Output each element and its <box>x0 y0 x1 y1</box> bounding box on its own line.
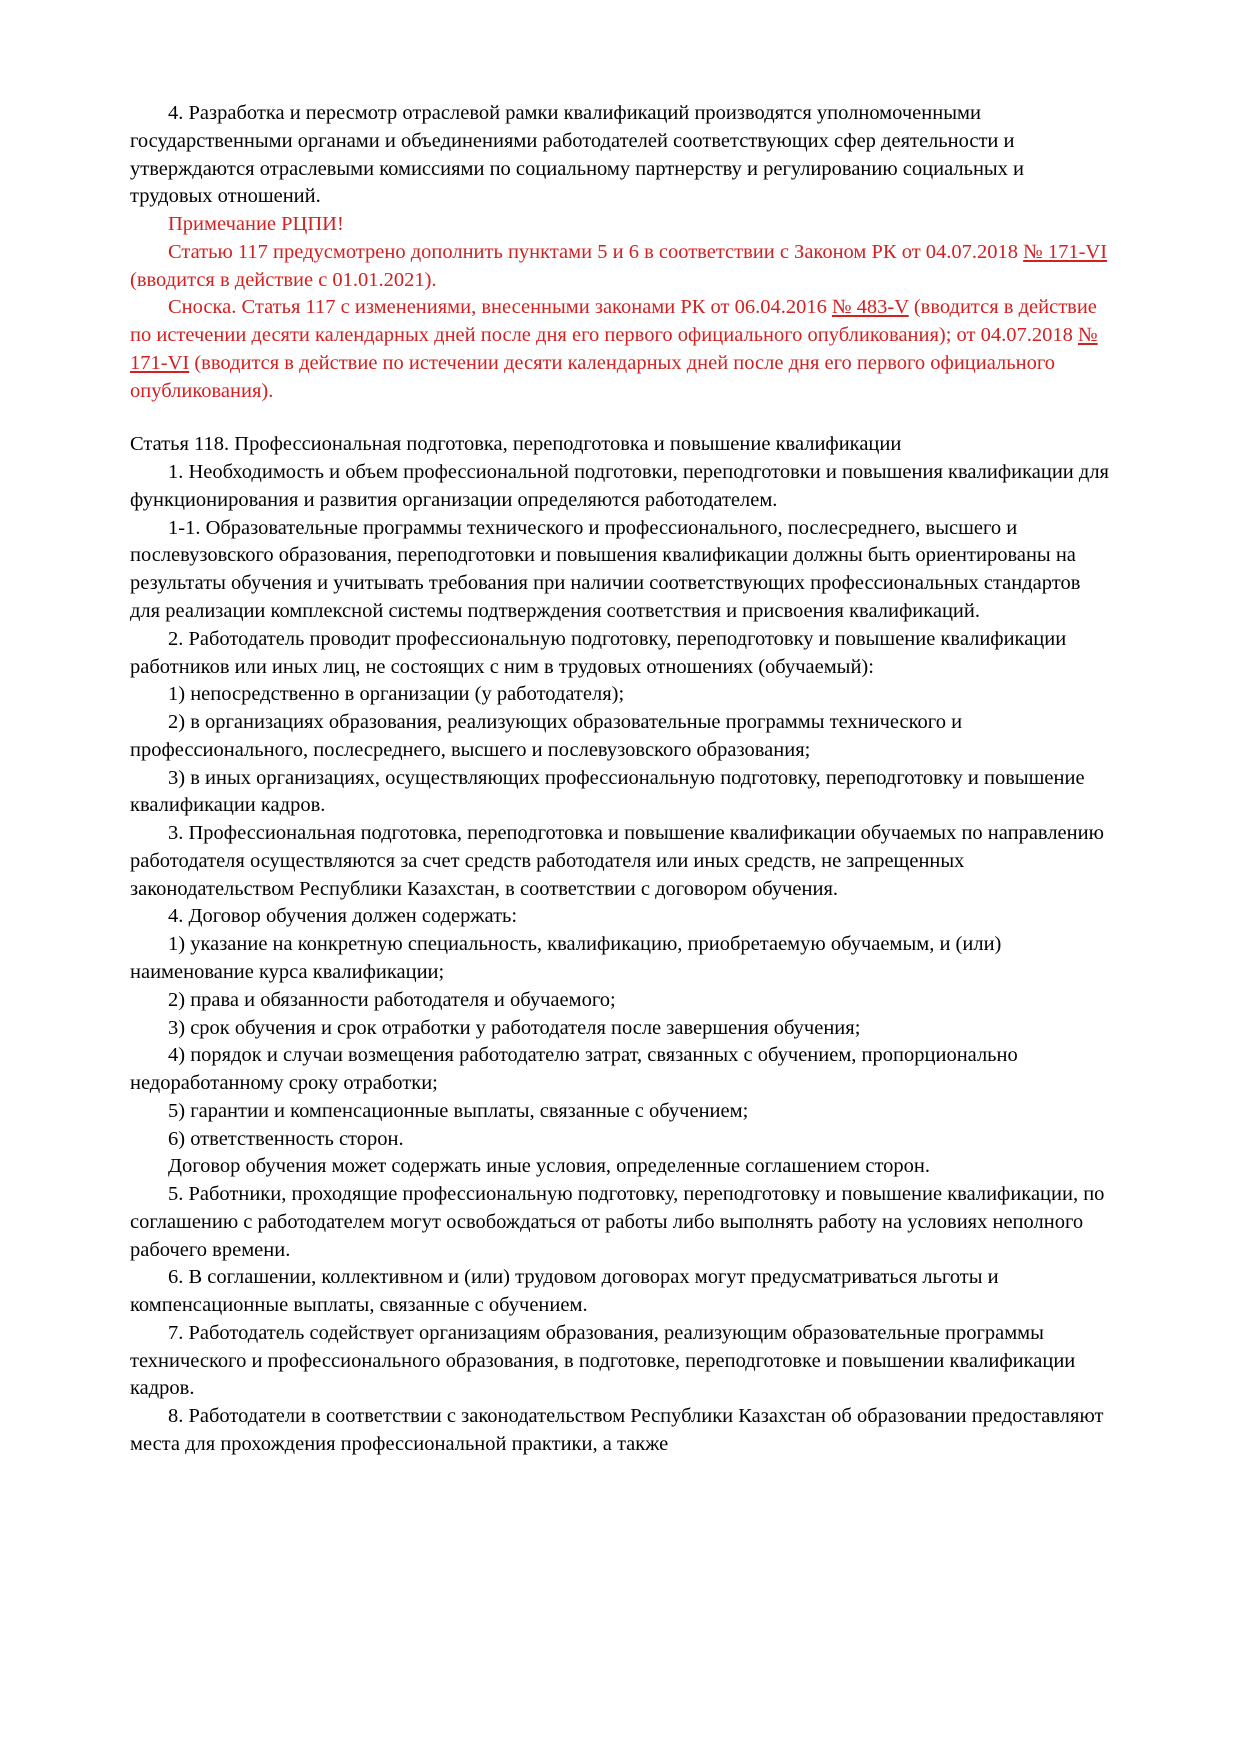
paragraph-item-1: 1. Необходимость и объем профессиональной подготовки, переподготовки и повышения квалификации для функционирования и развития организации определяются работодателем. <box>130 461 1109 511</box>
paragraph-item-5: 5. Работники, проходящие профессиональную подготовку, переподготовку и повышение квалификации, по соглашению с работодателем могут освобождаться от работы либо выполнять работу на условиях неполного рабочего времени. <box>130 1183 1105 1261</box>
section-spacer <box>130 405 1110 431</box>
note-heading: Примечание РЦПИ! <box>168 213 344 236</box>
note-line-1-text-after: (вводится в действие с 01.01.2021). <box>130 268 437 291</box>
note-line-2 <box>130 294 1110 405</box>
paragraph-item-4-subitem-4: 4) порядок и случаи возмещения работодателю затрат, связанных с обучением, пропорционально недоработанному сроку отработки; <box>130 1044 1018 1095</box>
paragraph-item-3: 3. Профессиональная подготовка, переподготовка и повышение квалификации обучаемых по направлению работодателя осуществляются за счет средств работодателя или иных средств, не запрещенных законодательством Республики Казахстан, в соответствии с договором обучения. <box>130 822 1104 900</box>
note-line-2-text-middle: (вводится в действие по истечении десяти календарных дней после дня его первого официального опубликования); от 04.07.2018 <box>130 296 1097 347</box>
paragraph-item-4-closing: Договор обучения может содержать иные условия, определенные соглашением сторон. <box>168 1155 930 1178</box>
paragraph-item-4-subitem-1: 1) указание на конкретную специальность, квалификацию, приобретаемую обучаемым, и (или) наименование курса квалификации; <box>130 933 1002 983</box>
paragraph-item-4: 4. Договор обучения должен содержать: <box>168 905 518 928</box>
paragraph-item-2: 2. Работодатель проводит профессиональную подготовку, переподготовку и повышение квалификации работников или иных лиц, не состоящих с ним в трудовых отношениях (обучаемый): <box>130 627 1067 678</box>
paragraph-item-4-subitem-2: 2) права и обязанности работодателя и обучаемого; <box>168 988 616 1011</box>
paragraph-item-2-subitem-3: 3) в иных организациях, осуществляющих профессиональную подготовку, переподготовку и повышение квалификации кадров. <box>130 766 1085 817</box>
law-link-483-v[interactable]: № 483-V <box>832 296 909 319</box>
note-line-1-text-before: Статью 117 предусмотрено дополнить пунктами 5 и 6 в соответствии с Законом РК от 04.07.2018 <box>168 240 1024 263</box>
document-body <box>130 100 1110 1459</box>
article-118-title: Статья 118. Профессиональная подготовка, переподготовка и повышение квалификации <box>130 433 902 456</box>
paragraph-item-4-subitem-3: 3) срок обучения и срок отработки у работодателя после завершения обучения; <box>168 1016 861 1039</box>
paragraph-item-2-subitem-2: 2) в организациях образования, реализующих образовательные программы технического и профессионального, послесреднего, высшего и послевузовского образования; <box>130 711 963 761</box>
paragraph-item-4-subitem-6: 6) ответственность сторон. <box>168 1127 404 1150</box>
paragraph-item-1-1: 1-1. Образовательные программы технического и профессионального, послесреднего, высшего и послевузовского образования, переподготовки и повышения квалификации должны быть ориентированы на результаты обучения и учитывать требования при наличии соответствующих профессиональных стандартов для реализации комплексной системы подтверждения соответствия и присвоения квалификаций. <box>130 516 1081 623</box>
note-line-2-text-before: Сноска. Статья 117 с изменениями, внесенными законами РК от 06.04.2016 <box>168 296 832 319</box>
note-line-2-text-after: (вводится в действие по истечении десяти календарных дней после дня его первого официального опубликования). <box>130 351 1055 402</box>
note-line-1 <box>130 239 1110 295</box>
paragraph-item-6: 6. В соглашении, коллективном и (или) трудовом договорах могут предусматриваться льготы и компенсационные выплаты, связанные с обучением. <box>130 1266 999 1317</box>
paragraph-item-2-subitem-1: 1) непосредственно в организации (у работодателя); <box>168 683 625 706</box>
paragraph-item-4-subitem-5: 5) гарантии и компенсационные выплаты, связанные с обучением; <box>168 1099 749 1122</box>
paragraph-item-7: 7. Работодатель содействует организациям образования, реализующим образовательные программы технического и профессионального образования, в подготовке, переподготовке и повышении квалификации кадров. <box>130 1321 1076 1400</box>
paragraph-item-8: 8. Работодатели в соответствии с законодательством Республики Казахстан об образовании предоставляют места для прохождения профессиональной практики, а также <box>130 1405 1104 1455</box>
law-link-171-vi[interactable]: № 171-VI <box>1023 240 1108 263</box>
law-link-171-vi-second[interactable]: № 171-VI <box>130 324 1098 374</box>
paragraph-article-117-item-4: 4. Разработка и пересмотр отраслевой рамки квалификаций производятся уполномоченными государственными органами и объединениями работодателей соответствующих сфер деятельности и утверждаются отраслевыми комиссиями по социальному партнерству и регулированию социальных и трудовых отношений. <box>130 102 1025 208</box>
